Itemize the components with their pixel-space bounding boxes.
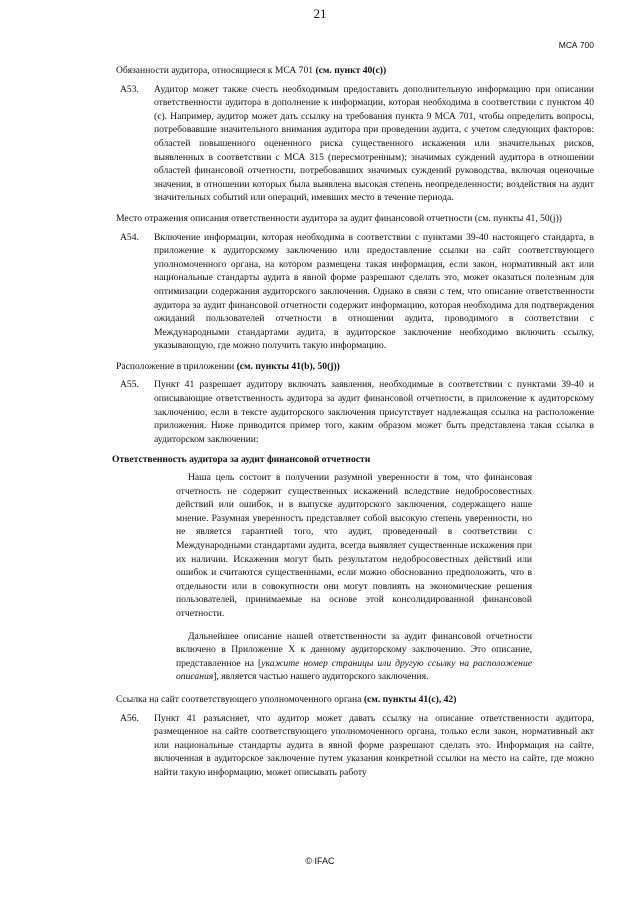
example-paragraph bbox=[176, 630, 532, 684]
section-heading bbox=[116, 693, 594, 707]
section-heading bbox=[116, 64, 594, 78]
paragraph-number: A55. bbox=[120, 379, 139, 391]
paragraph-number: A54. bbox=[120, 231, 139, 243]
page-number: 21 bbox=[313, 6, 327, 21]
section-heading bbox=[116, 360, 594, 374]
paragraph-number: A56. bbox=[120, 712, 139, 724]
paragraph-text: Аудитор может также счесть необходимым предоставить дополнительную информацию при описании ответственности аудитора в дополнение к информации, которая необходима в соответствии с пунктом 40 (с). Например, аудитор может дать ссылку на требования пункта 9 МСА 701, чтобы определить вопросы, потребовавшие значительного внимания аудитора при проведении аудита, с учетом следующих факторов: областей повышенного оцененного риска существенного искажения или значительных рисков, выявленных в соответствии с МСА 315 (пересмотренным); значимых суждений аудитора в отношении областей финансовой отчетности, потребовавших значимых суждений руководства, включая оценочные значения, в отношении которых была выявлена высокая степень неопределенности; воздействия на аудит значительных событий или операций, имевших место в течение периода. bbox=[154, 83, 594, 204]
section-heading-text: Расположение в приложении bbox=[116, 360, 237, 372]
paragraph bbox=[116, 83, 594, 205]
section-heading bbox=[116, 212, 594, 226]
section-heading-ref: (см. пункты 41(с), 42) bbox=[363, 693, 457, 705]
page-content bbox=[112, 64, 594, 787]
section-heading-ref: (см. пункт 40(с)) bbox=[315, 65, 387, 76]
paragraph-text: Пункт 41 разрешает аудитору включать заявления, необходимые в соответствии с пунктами 39-40 и описывающие ответственность аудитора за аудит финансовой отчетности, в приложение к аудиторскому заключению, если в тексте аудиторского заключения присутствует надлежащая ссылка на расположение приложения. Ниже приводится пример того, каким образом может быть представлена такая ссылка в аудиторском заключении: bbox=[154, 379, 594, 445]
section-heading-text: Место отражения описания ответственности аудитора за аудит финансовой отчетности (см. пункты 41, 50(j)) bbox=[116, 212, 562, 224]
example-block bbox=[176, 471, 532, 684]
standard-reference: МСА 700 bbox=[558, 40, 594, 50]
paragraph-text: Пункт 41 разъясняет, что аудитор может давать ссылку на описание ответственности аудитора, размещенное на сайте соответствующего уполномоченного органа, только если закон, нормативный акт или национальные стандарты аудита в явной форме разрешают сделать это. Информация на сайте, включенная в аудиторское заключение путем указания конкретной ссылки на место на сайте, где можно найти такую информацию, может описывать работу bbox=[154, 712, 594, 778]
footer-copyright: © IFAC bbox=[305, 856, 335, 866]
example-heading: Ответственность аудитора за аудит финансовой отчетности bbox=[112, 454, 371, 466]
paragraph bbox=[116, 231, 594, 353]
example-text: Дальнейшее описание нашей ответственности за аудит финансовой отчетности включено в Приложение X к данному аудиторскому заключению. Это описание, представленное на [ bbox=[176, 630, 532, 669]
paragraph-number: A53. bbox=[120, 83, 139, 95]
section-heading-ref: (см. пункты 41(b), 50(j)) bbox=[236, 360, 340, 372]
section-heading-text: Обязанности аудитора, относящиеся к МСА 701 bbox=[116, 65, 316, 76]
example-paragraph: Наша цель состоит в получении разумной уверенности в том, что финансовая отчетность не содержит существенных искажений вследствие недобросовестных действий или ошибок, и в выпуске аудиторского заключения, содержащего наше мнение. Разумная уверенность представляет собой высокую степень уверенности, но не является гарантией того, что аудит, проведенный в соответствии с Международными стандартами аудита, всегда выявляет существенные искажения при их наличии. Искажения могут быть результатом недобросовестных действий или ошибок и считаются существенными, если можно обоснованно предположить, что в отдельности или в совокупности они могут повлиять на экономические решения пользователей, принимаемые на основе этой консолидированной финансовой отчетности. bbox=[176, 472, 532, 619]
example-placeholder-text: укажите номер страницы или другую ссылку на расположение описания bbox=[176, 657, 532, 683]
paragraph bbox=[116, 378, 594, 446]
example-text: ], является частью нашего аудиторского заключения. bbox=[213, 671, 429, 683]
paragraph-text: Включение информации, которая необходима в соответствии с пунктами 39-40 настоящего стандарта, в приложение к аудиторскому заключению или предоставление ссылки на сайт соответствующего уполномоченного органа, на котором размещена такая информация, если закон, нормативный акт или национальные стандарты аудита в явной форме разрешают сделать это, может оказаться полезным для оптимизации содержания аудиторского заключения. Однако в связи с тем, что описание ответственности аудитора за аудит финансовой отчетности содержит информацию, которая необходима для подтверждения ожиданий пользователей отчетности в отношении аудита, проводимого в соответствии с Международными стандартами аудита, в аудиторское заключение необходимо включить ссылку, указывающую, где можно получить такую информацию. bbox=[154, 231, 594, 352]
paragraph bbox=[116, 712, 594, 780]
section-heading-text: Ссылка на сайт соответствующего уполномоченного органа bbox=[116, 693, 364, 705]
